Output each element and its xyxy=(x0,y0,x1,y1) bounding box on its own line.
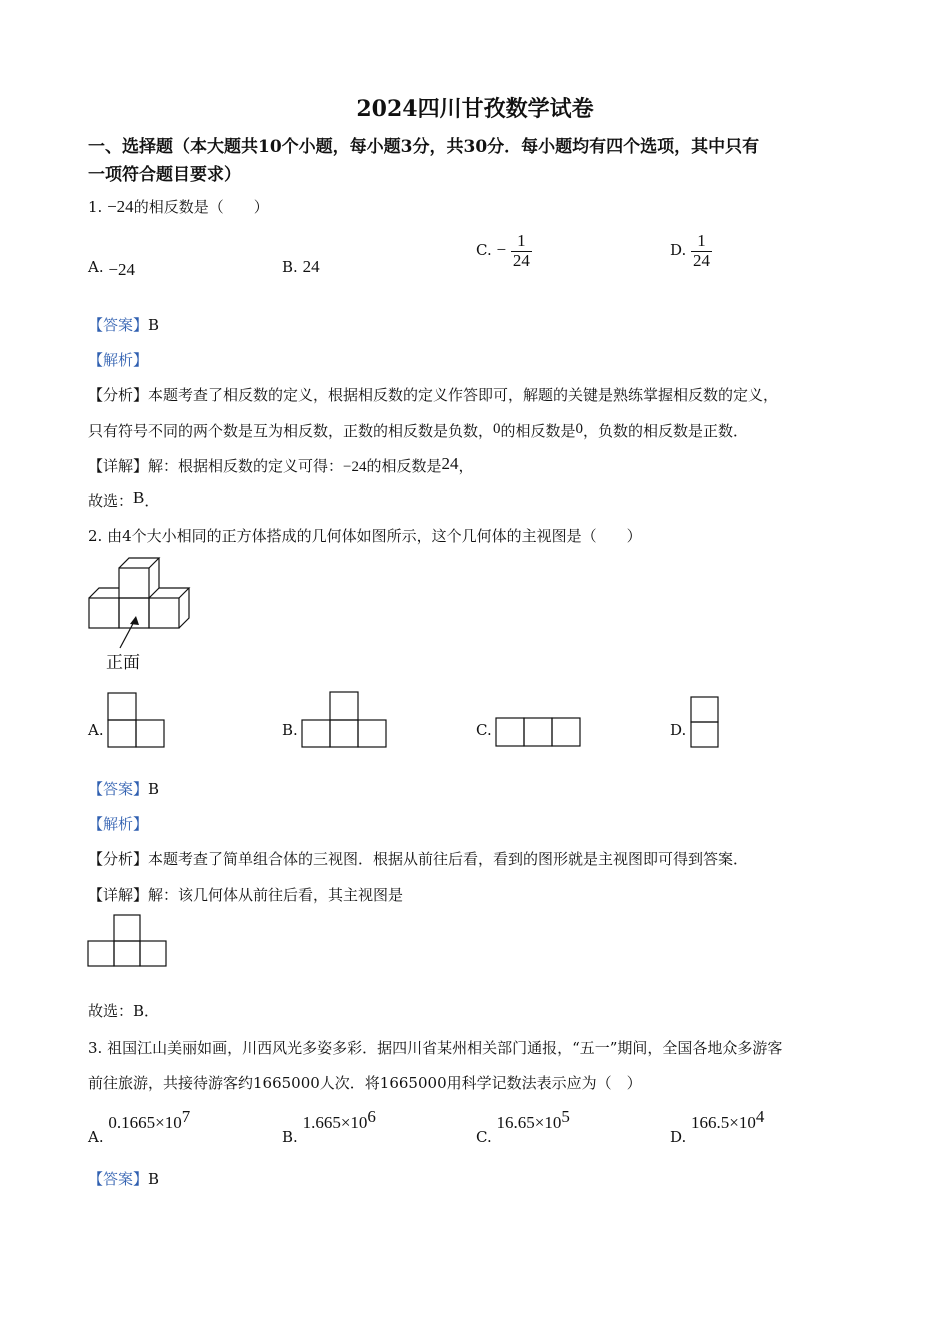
detail-text: ， xyxy=(458,457,474,475)
detail-tag: 【详解】 xyxy=(88,886,149,904)
q2-option-c-label: C. xyxy=(476,721,492,739)
q1-stem-text: 的相反数是（ ） xyxy=(133,198,269,216)
detail-text: 的相反数是 xyxy=(366,457,442,475)
option-exponent: 7 xyxy=(181,1107,191,1126)
option-base: 0.1665×10 xyxy=(108,1113,182,1132)
q3-option-a xyxy=(88,1106,191,1146)
fenxi-text: 本题考查了简单组合体的三视图．根据从前往后看，看到的图形就是主视图即可得到答案． xyxy=(148,850,749,868)
arrow-icon xyxy=(110,612,150,652)
q2-option-d-figure xyxy=(690,696,720,748)
fenxi-tag: 【分析】 xyxy=(88,850,149,868)
option-label: B. xyxy=(282,258,298,276)
fraction-denominator: 24 xyxy=(512,250,530,270)
section-heading-line2: 一项符合题目要求） xyxy=(88,165,241,185)
q3-option-b xyxy=(282,1106,376,1146)
fenxi-text: 的相反数是 xyxy=(500,422,576,440)
q3-stem-line2: 前往旅游，共接待游客约1665000人次．将1665000用科学记数法表示应为（ ） xyxy=(88,1074,642,1092)
fenxi-text: 只有符号不同的两个数是互为相反数，正数的相反数是负数， xyxy=(88,422,494,440)
q2-choose: 故选：B． xyxy=(88,1002,160,1020)
exam-title: 2024四川甘孜数学试卷 xyxy=(356,96,594,122)
math-value: −24 xyxy=(343,459,367,475)
choose-text: 故选： xyxy=(88,492,134,510)
math-value: B xyxy=(133,488,145,507)
fraction-numerator: 1 xyxy=(691,232,712,252)
option-base: 166.5×10 xyxy=(691,1113,756,1132)
answer-value: B xyxy=(148,1170,160,1188)
fraction-denominator: 24 xyxy=(693,250,711,270)
detail-text: 解：根据相反数的定义可得： xyxy=(148,457,344,475)
option-fraction xyxy=(511,232,532,270)
q1-analysis-tag: 【解析】 xyxy=(88,351,149,369)
answer-tag: 【答案】 xyxy=(88,316,149,334)
option-label: B. xyxy=(282,1128,298,1146)
q3-stem-line1: 3. 祖国江山美丽如画，川西风光多姿多彩．据四川省某州相关部门通报，“五一”期间，全国各地众多游客 xyxy=(88,1039,783,1057)
q1-stem xyxy=(88,196,269,218)
option-value: −24 xyxy=(108,260,135,279)
q2-option-c-figure xyxy=(495,717,581,748)
q2-option-b-label: B. xyxy=(282,721,298,739)
answer-tag: 【答案】 xyxy=(88,1170,149,1188)
q1-option-d xyxy=(670,232,712,270)
fenxi-text: ，负数的相反数是正数． xyxy=(583,422,749,440)
math-value: 24 xyxy=(441,454,459,473)
answer-value: B xyxy=(148,780,160,798)
q1-number: 1. xyxy=(88,198,103,216)
q1-fenxi-line1 xyxy=(88,384,778,406)
option-label: A. xyxy=(88,1128,104,1146)
fenxi-tag: 【分析】 xyxy=(88,386,149,404)
option-sign: − xyxy=(496,240,507,260)
detail-tag: 【详解】 xyxy=(88,457,149,475)
q3-answer xyxy=(88,1168,159,1190)
q1-fenxi-line2 xyxy=(88,420,748,443)
q1-answer xyxy=(88,314,159,336)
fenxi-text: 本题考查了相反数的定义，根据相反数的定义作答即可，解题的关键是熟练掌握相反数的定义， xyxy=(148,386,779,404)
q2-stem: 2. 由4个大小相同的正方体搭成的几何体如图所示，这个几何体的主视图是（ ） xyxy=(88,527,642,545)
option-value: 24 xyxy=(302,257,320,276)
q1-detail xyxy=(88,455,474,478)
q2-option-a-figure xyxy=(107,692,165,748)
answer-tag: 【答案】 xyxy=(88,780,149,798)
answer-value: B xyxy=(148,316,160,334)
front-label: 正面 xyxy=(106,653,140,673)
q2-analysis-tag: 【解析】 xyxy=(88,815,149,833)
q1-choose xyxy=(88,490,159,512)
section-heading-line1: 一、选择题（本大题共10个小题，每小题3分，共30分．每小题均有四个选项，其中只有 xyxy=(88,137,760,157)
math-zero: 0 xyxy=(575,421,584,437)
option-exponent: 4 xyxy=(755,1107,765,1126)
q1-option-b xyxy=(282,256,320,278)
q2-main-view-figure xyxy=(87,914,169,968)
math-zero: 0 xyxy=(493,421,501,437)
detail-text: 解：该几何体从前往后看，其主视图是 xyxy=(148,886,404,904)
q3-option-c xyxy=(476,1106,570,1146)
option-exponent: 6 xyxy=(367,1107,376,1126)
option-base: 16.65×10 xyxy=(496,1113,562,1132)
option-label: D. xyxy=(670,1128,687,1146)
q1-stem-math: −24 xyxy=(107,197,134,216)
q2-detail xyxy=(88,884,403,906)
q2-option-b-figure xyxy=(301,691,387,748)
choose-text: ． xyxy=(144,492,160,510)
q1-option-c xyxy=(476,232,532,270)
option-fraction xyxy=(691,232,712,270)
option-label: C. xyxy=(476,1128,492,1146)
fraction-numerator: 1 xyxy=(511,232,532,252)
q1-option-a xyxy=(88,256,135,278)
q2-fenxi xyxy=(88,848,748,870)
option-exponent: 5 xyxy=(561,1107,570,1126)
q3-option-d xyxy=(670,1106,765,1146)
q2-answer xyxy=(88,778,159,800)
q2-option-d-label: D. xyxy=(670,721,687,739)
option-label: D. xyxy=(670,241,687,260)
option-label: A. xyxy=(88,258,104,276)
q2-option-a-label: A. xyxy=(88,721,104,739)
option-label: C. xyxy=(476,241,492,260)
option-base: 1.665×10 xyxy=(302,1113,368,1132)
